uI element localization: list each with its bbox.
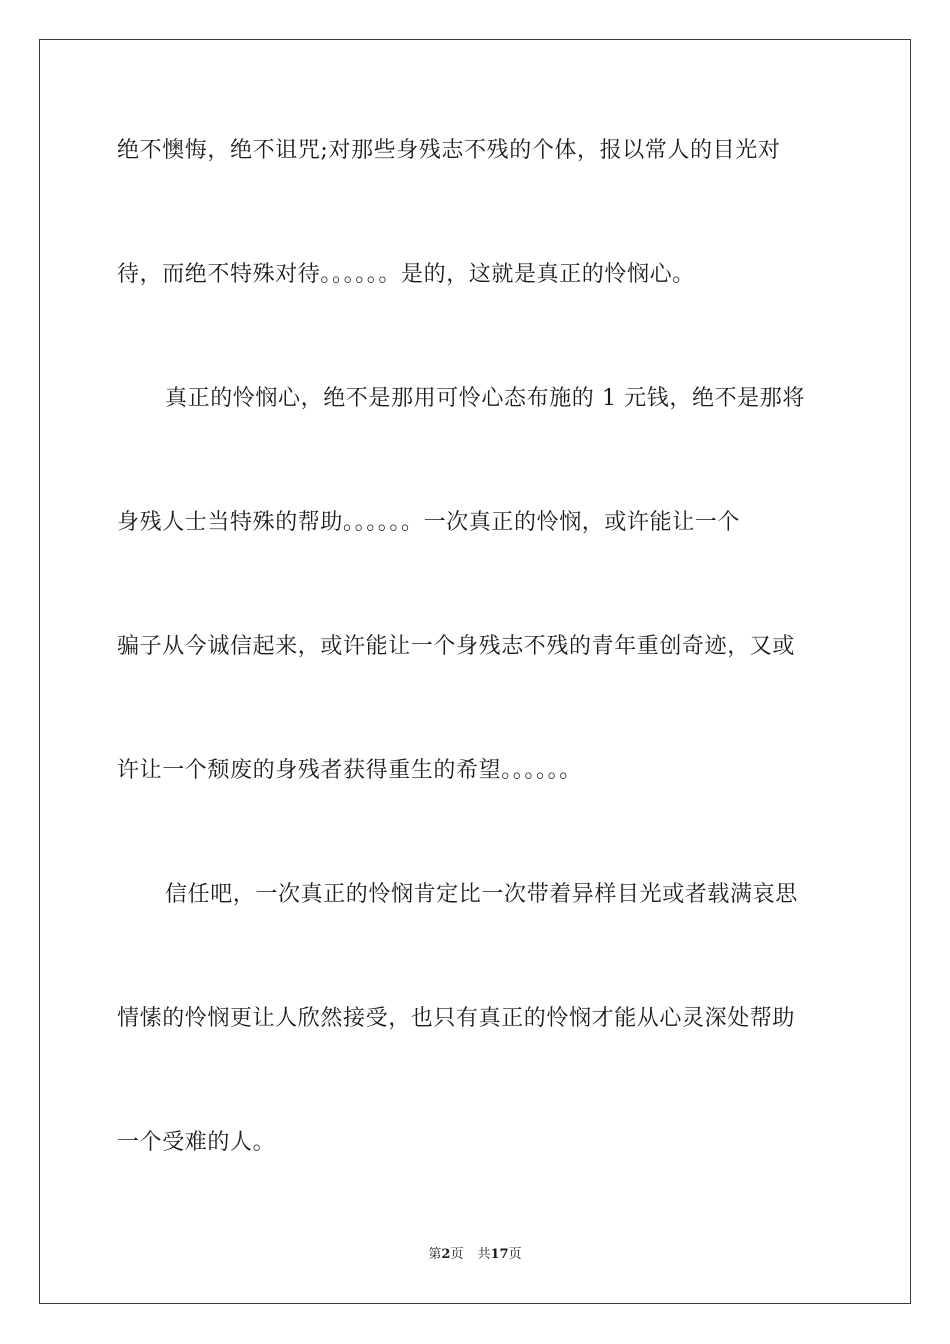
body-line-5: 骗子从今诚信起来，或许能让一个身残志不残的青年重创奇迹，又或 bbox=[117, 634, 796, 659]
body-line-4: 身残人士当特殊的帮助。。。。。。一次真正的怜悯，或许能让一个 bbox=[117, 510, 741, 535]
body-line-7: 信任吧，一次真正的怜悯肯定比一次带着异样目光或者载满哀思 bbox=[165, 882, 798, 907]
footer-page-suffix: 页 bbox=[450, 1247, 464, 1262]
footer-page-prefix: 第 bbox=[428, 1247, 442, 1262]
footer-total-prefix: 共 bbox=[477, 1247, 491, 1262]
body-line-2: 待，而绝不特殊对待。。。。。。是的，这就是真正的怜悯心。 bbox=[117, 262, 695, 287]
page-footer bbox=[0, 1246, 950, 1264]
footer-page-number: 2 bbox=[441, 1247, 451, 1262]
body-line-3: 真正的怜悯心，绝不是那用可怜心态布施的 1 元钱，绝不是那将 bbox=[165, 386, 805, 411]
footer-total-pages: 17 bbox=[490, 1247, 509, 1262]
body-line-9: 一个受难的人。 bbox=[117, 1130, 276, 1155]
footer-total-suffix: 页 bbox=[508, 1247, 522, 1262]
page-border bbox=[39, 39, 911, 1304]
body-line-1: 绝不懊悔，绝不诅咒;对那些身残志不残的个体，报以常人的目光对 bbox=[117, 138, 781, 163]
body-line-6: 许让一个颓废的身残者获得重生的希望。。。。。。 bbox=[117, 758, 582, 783]
body-line-8: 情愫的怜悯更让人欣然接受，也只有真正的怜悯才能从心灵深处帮助 bbox=[117, 1006, 796, 1031]
